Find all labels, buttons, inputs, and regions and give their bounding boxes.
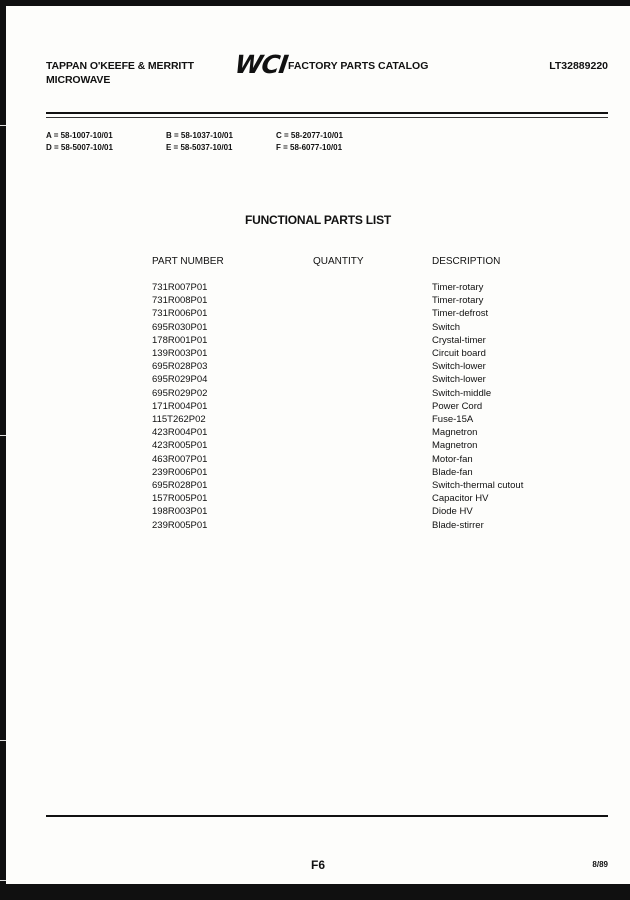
section-title: FUNCTIONAL PARTS LIST: [244, 213, 392, 227]
print-date: 8/89: [592, 860, 608, 869]
description-cell: Switch-thermal cutout: [432, 480, 524, 492]
description-cell: Diode HV: [432, 506, 473, 518]
column-header-description: DESCRIPTION: [432, 256, 501, 267]
description-cell: Blade-fan: [432, 466, 473, 478]
part-number-cell: 239R006P01: [152, 466, 208, 478]
description-cell: Switch-middle: [432, 387, 492, 399]
part-number-cell: 423R004P01: [152, 427, 208, 439]
page-number: F6: [310, 858, 325, 872]
column-header-part-number: PART NUMBER: [152, 256, 224, 267]
description-cell: Magnetron: [432, 427, 478, 439]
footer-divider: [46, 815, 608, 817]
catalog-title: FACTORY PARTS CATALOG: [288, 60, 429, 72]
part-number-cell: 178R001P01: [152, 334, 208, 346]
description-cell: Power Cord: [432, 400, 483, 412]
product-type: MICROWAVE: [46, 74, 111, 86]
description-cell: Timer-defrost: [432, 308, 489, 320]
part-number-column: [152, 281, 207, 532]
model-code-b: B = 58-1037-10/01: [166, 131, 233, 140]
description-column: [432, 281, 523, 532]
description-cell: Timer-rotary: [432, 295, 484, 307]
description-cell: Capacitor HV: [432, 493, 489, 505]
column-header-quantity: QUANTITY: [313, 256, 364, 267]
part-number-cell: 171R004P01: [152, 400, 208, 412]
catalog-page: [6, 6, 630, 884]
part-number-cell: 463R007P01: [152, 453, 208, 465]
part-number-cell: 115T262P02: [152, 414, 206, 426]
wci-logo: WCI: [233, 50, 290, 79]
part-number-cell: 423R005P01: [152, 440, 208, 452]
model-code-d: D = 58-5007-10/01: [46, 143, 113, 152]
description-cell: Crystal-timer: [432, 334, 486, 346]
part-number-cell: 239R005P01: [152, 519, 208, 531]
part-number-cell: 198R003P01: [152, 506, 208, 518]
description-cell: Magnetron: [432, 440, 478, 452]
model-code-c: C = 58-2077-10/01: [276, 131, 343, 140]
part-number-cell: 731R007P01: [152, 282, 208, 293]
model-number: LT32889220: [549, 60, 608, 72]
part-number-cell: 695R028P01: [152, 480, 208, 492]
part-number-cell: 731R008P01: [152, 295, 208, 307]
description-cell: Motor-fan: [432, 453, 473, 465]
description-cell: Switch-lower: [432, 361, 486, 373]
description-cell: Circuit board: [432, 348, 486, 360]
description-cell: Fuse-15A: [432, 414, 474, 426]
brand-name: TAPPAN O'KEEFE & MERRITT: [46, 60, 194, 72]
part-number-cell: 731R006P01: [152, 308, 208, 320]
part-number-cell: 695R028P03: [152, 361, 208, 373]
brand-block: [46, 59, 194, 87]
model-code-e: E = 58-5037-10/01: [166, 143, 233, 152]
part-number-cell: 695R029P02: [152, 387, 208, 399]
model-code-grid: [46, 130, 396, 153]
description-cell: Switch-lower: [432, 374, 486, 386]
part-number-cell: 157R005P01: [152, 493, 208, 505]
part-number-cell: 695R030P01: [152, 321, 208, 333]
model-code-f: F = 58-6077-10/01: [276, 143, 343, 152]
model-code-a: A = 58-1007-10/01: [46, 131, 113, 140]
part-number-cell: 695R029P04: [152, 374, 208, 386]
description-cell: Timer-rotary: [432, 282, 484, 293]
header-divider-thin: [46, 117, 608, 118]
description-cell: Blade-stirrer: [432, 519, 484, 531]
part-number-cell: 139R003P01: [152, 348, 208, 360]
header-divider: [46, 112, 608, 114]
description-cell: Switch: [432, 321, 460, 333]
